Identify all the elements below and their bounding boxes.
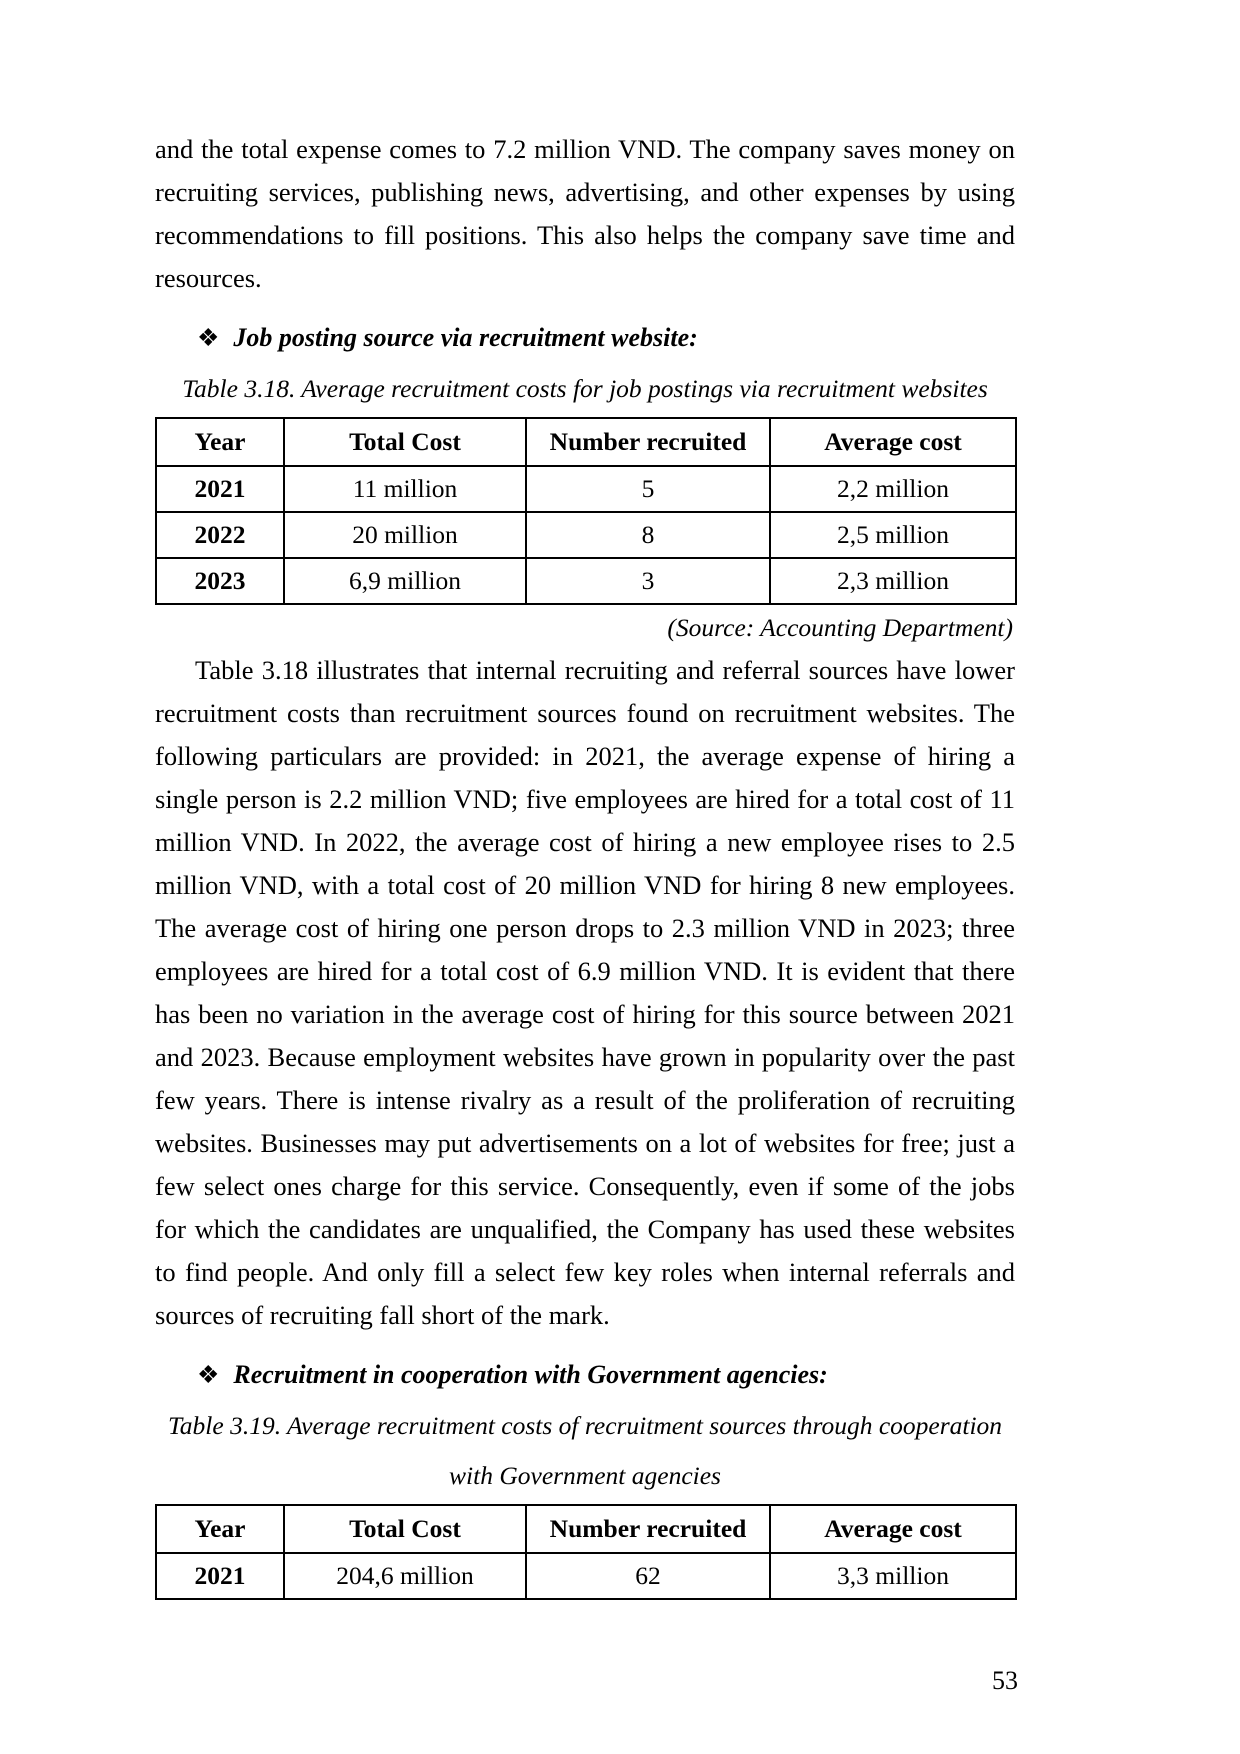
column-header-number-recruited: Number recruited xyxy=(526,418,770,466)
column-header-total-cost: Total Cost xyxy=(284,1505,526,1553)
table-3-19-caption-line-1: Table 3.19. Average recruitment costs of recruitment sources through cooperation xyxy=(167,1411,1003,1440)
cell-year: 2023 xyxy=(156,558,284,604)
paragraph-analysis: Table 3.18 illustrates that internal recruiting and referral sources have lower recruitment costs than recruitment sources found on recruitment websites. The following particulars are provided: in 2021, the average expense of hiring a single person is 2.2 million VND; five employees are hired for a total cost of 11 million VND. In 2022, the average cost of hiring a new employee rises to 2.5 million VND, with a total cost of 20 million VND for hiring 8 new employees. The average cost of hiring one person drops to 2.3 million VND in 2023; three employees are hired for a total cost of 6.9 million VND. It is evident that there has been no variation in the average cost of hiring for this source between 2021 and 2023. Because employment websites have grown in popularity over the past few years. There is intense rivalry as a result of the proliferation of recruiting websites. Businesses may put advertisements on a lot of websites for free; just a few select ones charge for this service. Consequently, even if some of the jobs for which the candidates are unqualified, the Company has used these websites to find people. And only fill a select few key roles when internal referrals and sources of recruiting fall short of the mark. xyxy=(155,655,1015,1330)
cell-average-cost: 2,2 million xyxy=(770,466,1016,512)
table-row xyxy=(156,1553,1016,1599)
heading-job-posting-source-label: Job posting source via recruitment website: xyxy=(233,323,698,352)
table-header-row xyxy=(156,418,1016,466)
table-3-18-caption: Table 3.18. Average recruitment costs for job postings via recruitment websites xyxy=(182,374,988,403)
column-header-total-cost: Total Cost xyxy=(284,418,526,466)
cell-number-recruited: 5 xyxy=(526,466,770,512)
cell-average-cost: 2,5 million xyxy=(770,512,1016,558)
page-number: 53 xyxy=(992,1666,1018,1695)
column-header-average-cost: Average cost xyxy=(770,1505,1016,1553)
table-3-19 xyxy=(155,1504,1017,1600)
cell-year: 2021 xyxy=(156,1553,284,1599)
table-header-row xyxy=(156,1505,1016,1553)
cell-total-cost: 6,9 million xyxy=(284,558,526,604)
heading-government-cooperation-label: Recruitment in cooperation with Government agencies: xyxy=(233,1360,828,1389)
table-3-19-caption-line-2: with Government agencies xyxy=(449,1461,721,1490)
column-header-average-cost: Average cost xyxy=(770,418,1016,466)
cell-number-recruited: 62 xyxy=(526,1553,770,1599)
table-row xyxy=(156,558,1016,604)
diamond-bullet-icon: ❖ xyxy=(197,1362,220,1389)
table-3-18-source: (Source: Accounting Department) xyxy=(667,613,1013,642)
cell-total-cost: 11 million xyxy=(284,466,526,512)
table-row xyxy=(156,512,1016,558)
paragraph-intro: and the total expense comes to 7.2 million VND. The company saves money on recruiting services, publishing news, advertising, and other expenses by using recommendations to fill positions. This also helps the company save time and resources. xyxy=(155,134,1015,293)
cell-total-cost: 20 million xyxy=(284,512,526,558)
column-header-number-recruited: Number recruited xyxy=(526,1505,770,1553)
column-header-year: Year xyxy=(156,1505,284,1553)
heading-government-cooperation xyxy=(155,1353,1015,1396)
cell-year: 2022 xyxy=(156,512,284,558)
page-content xyxy=(155,128,1015,1600)
cell-average-cost: 2,3 million xyxy=(770,558,1016,604)
column-header-year: Year xyxy=(156,418,284,466)
cell-total-cost: 204,6 million xyxy=(284,1553,526,1599)
cell-number-recruited: 3 xyxy=(526,558,770,604)
cell-number-recruited: 8 xyxy=(526,512,770,558)
cell-average-cost: 3,3 million xyxy=(770,1553,1016,1599)
diamond-bullet-icon: ❖ xyxy=(197,325,220,352)
heading-job-posting-source xyxy=(155,316,1015,359)
table-3-18 xyxy=(155,417,1017,605)
table-row xyxy=(156,466,1016,512)
cell-year: 2021 xyxy=(156,466,284,512)
